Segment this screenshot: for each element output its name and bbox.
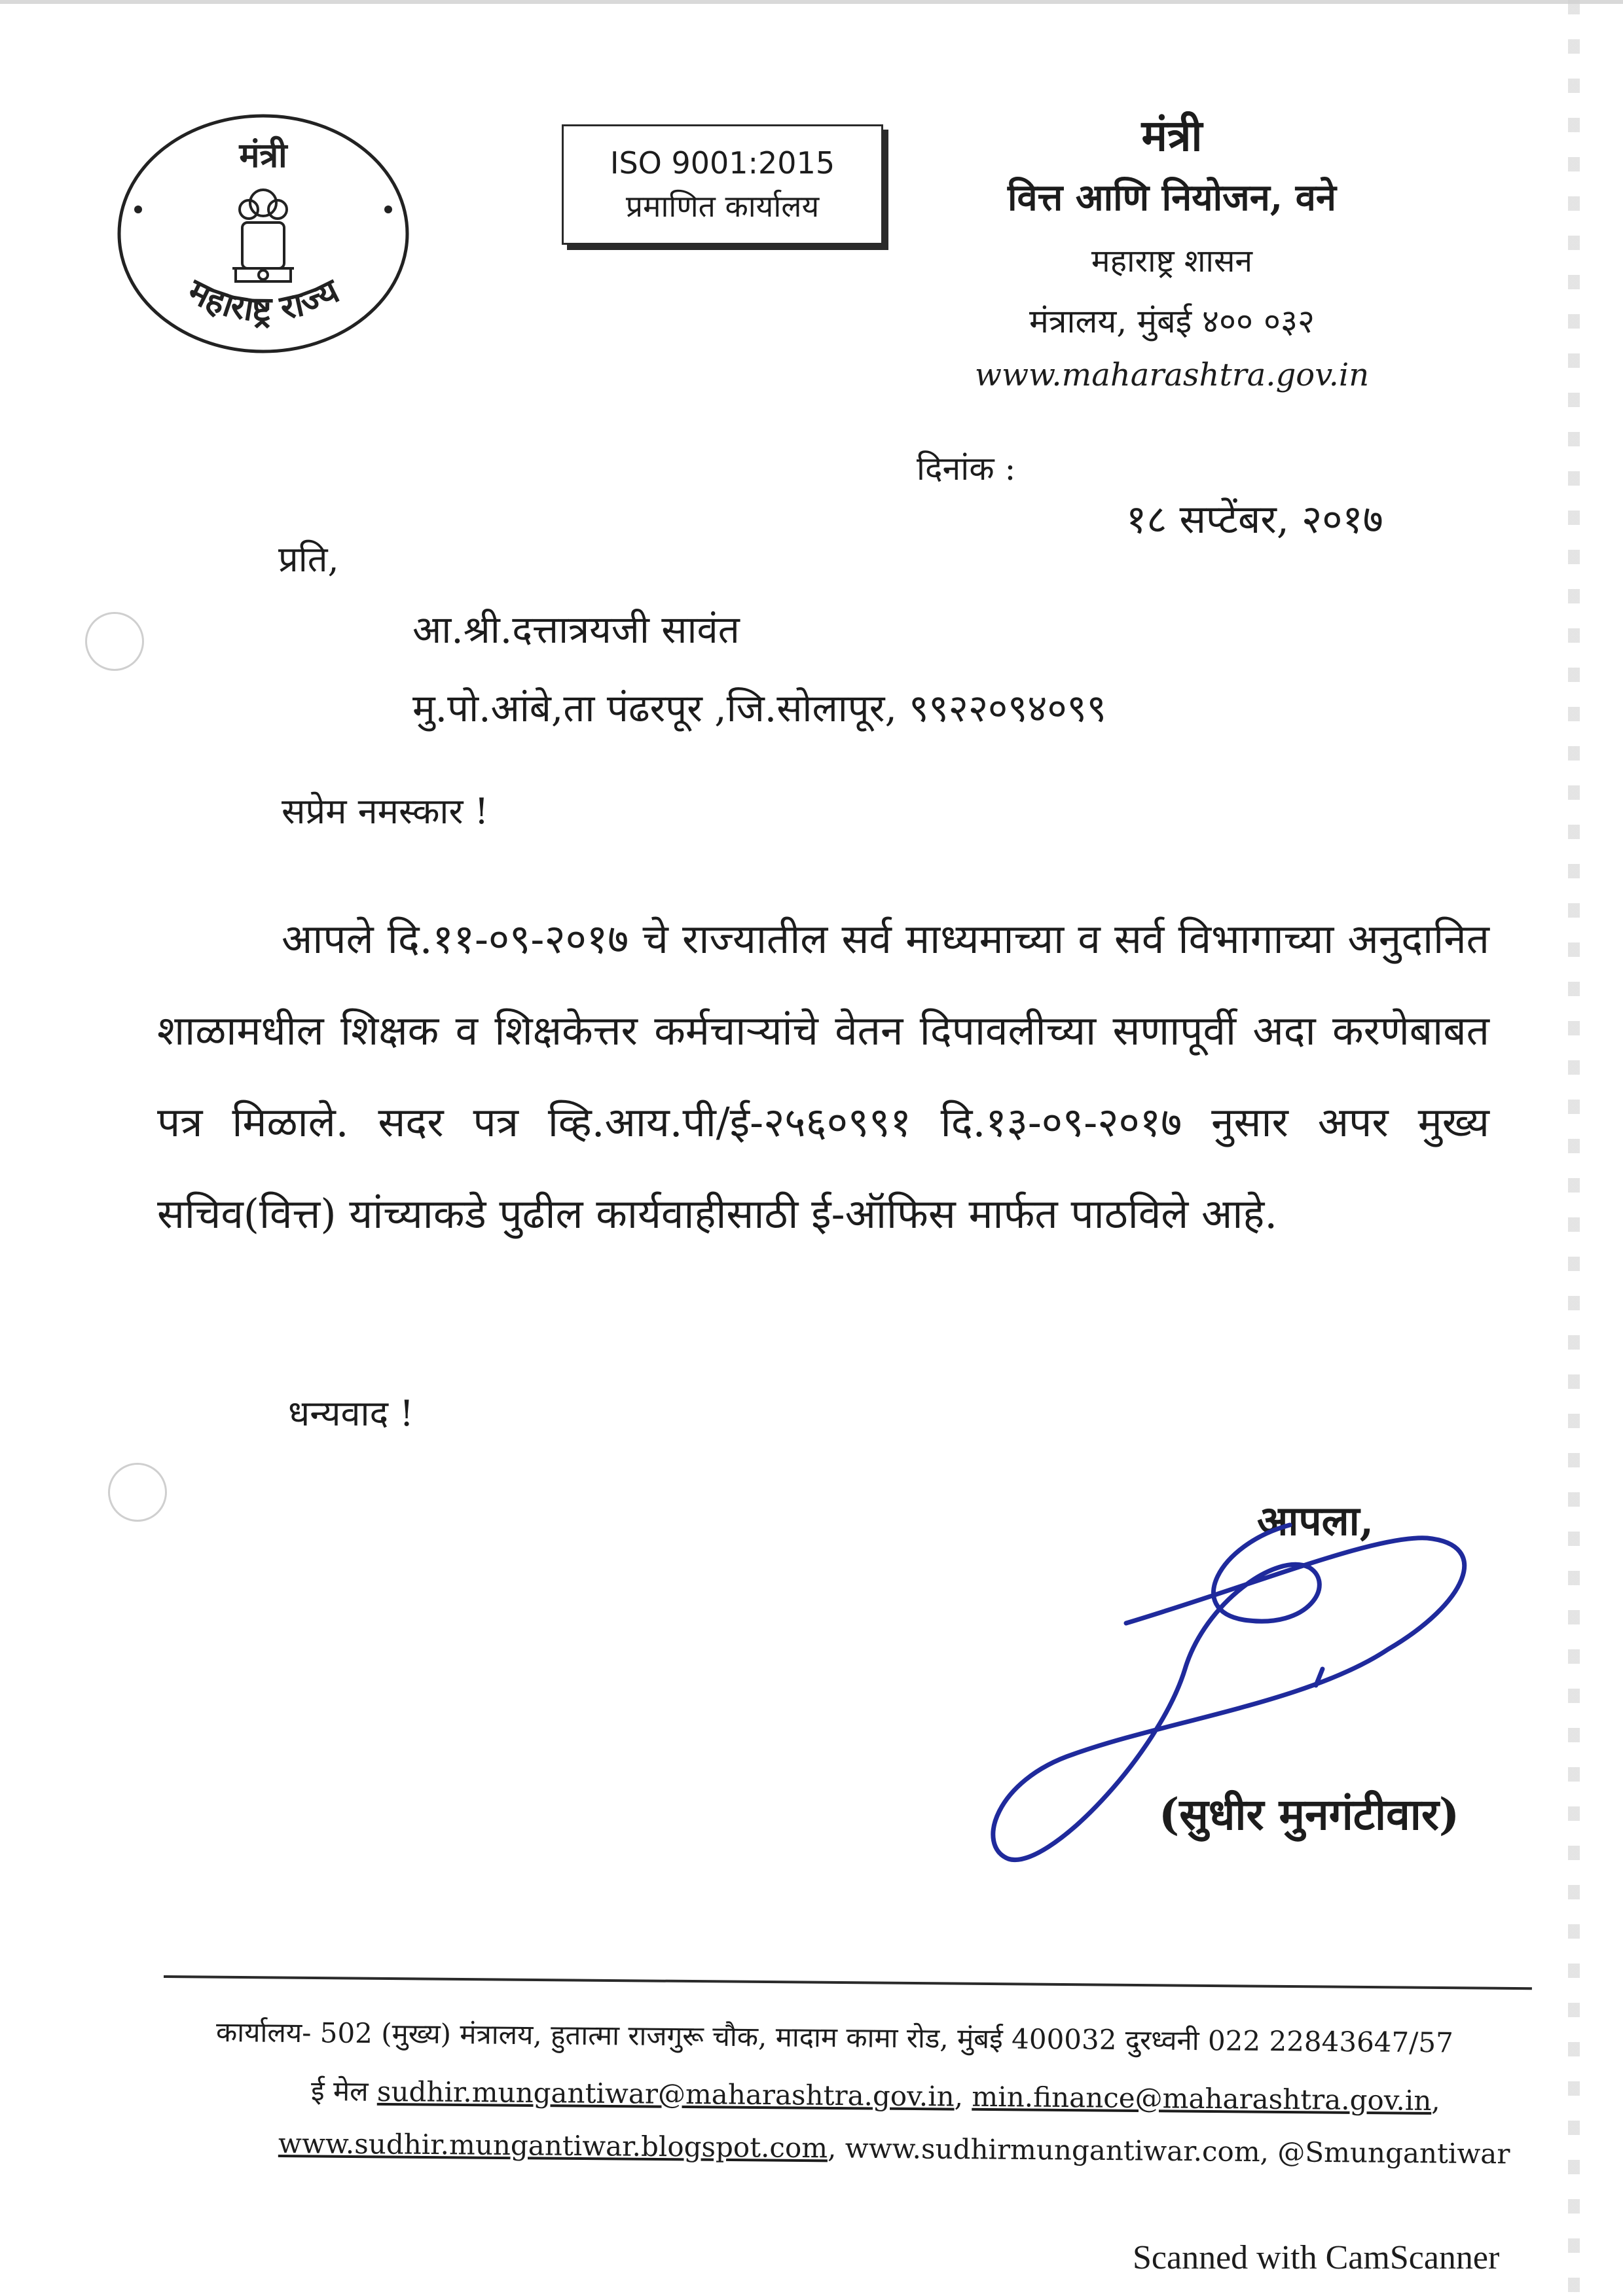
iso-certification-box — [562, 124, 883, 245]
website-link[interactable]: www.sudhirmungantiwar.com — [845, 2132, 1260, 2168]
date-label: दिनांक : — [917, 450, 1016, 488]
letterhead-title: मंत्री — [1141, 110, 1203, 161]
iso-standard: ISO 9001:2015 — [610, 145, 835, 181]
recipient-name: आ.श्री.दत्तात्रयजी सावंत — [412, 607, 740, 652]
punch-hole-upper — [85, 612, 144, 671]
email-link-primary[interactable]: sudhir.mungantiwar@maharashtra.gov.in — [376, 2075, 955, 2113]
to-label: प्रति, — [278, 539, 339, 580]
scan-top-edge — [0, 0, 1623, 4]
signatory-name: (सुधीर मुनगंटीवार) — [1159, 1789, 1460, 1840]
seal-top-text: मंत्री — [239, 136, 287, 175]
date-value: १८ सप्टेंबर, २०१७ — [1126, 497, 1383, 543]
letterhead-department: वित्त आणि नियोजन, वने — [1008, 176, 1336, 219]
footer-divider — [164, 1975, 1532, 1990]
letter-body: आपले दि.११-०९-२०१७ चे राज्यातील सर्व माध्यमाच्या व सर्व विभागाच्या अनुदानित शाळामधील शिक्षक व शिक्षकेत्तर कर्मचाऱ्यांचे वेतन दिपावलीच्या सणापूर्वी अदा करणेबाबत पत्र मिळाले. सदर पत्र व्हि.आय.पी/ई-२५६०९९१ दि.१३-०९-२०१७ नुसार अपर मुख्य सचिव(वित्त) यांच्याकडे पुढील कार्यवाहीसाठी ई-ऑफिस मार्फत पाठविले आहे. — [157, 915, 1489, 1238]
scanner-watermark: Scanned with CamScanner — [1133, 2239, 1500, 2276]
footer-emails: ई मेल sudhir.mungantiwar@maharashtra.gov.in, min.finance@maharashtra.gov.in, — [310, 2075, 1440, 2117]
scan-right-edge — [1568, 0, 1580, 2296]
social-handle[interactable]: @Smungantiwar — [1277, 2136, 1510, 2170]
letterhead-website: www.maharashtra.gov.in — [974, 357, 1370, 393]
recipient-address: मु.पो.आंबे,ता पंढरपूर ,जि.सोलापूर, ९९२२०९४०९९ — [412, 686, 1106, 730]
emblem-seal — [115, 111, 412, 357]
iso-certified-office: प्रमाणित कार्यालय — [625, 188, 820, 224]
footer-websites: www.sudhir.mungantiwar.blogspot.com, www.sudhirmungantiwar.com, @Smungantiwar — [278, 2127, 1510, 2170]
national-emblem-icon — [232, 190, 294, 281]
email-label: ई मेल — [310, 2075, 369, 2108]
greeting: सप्रेम नमस्कार ! — [282, 791, 489, 832]
letterhead-government: महाराष्ट्र शासन — [1091, 243, 1253, 279]
punch-hole-lower — [108, 1463, 167, 1522]
seal-bottom-text: महाराष्ट्र राज्य — [181, 271, 346, 330]
email-link-finance[interactable]: min.finance@maharashtra.gov.in — [972, 2080, 1432, 2117]
handwritten-signature — [969, 1505, 1532, 1911]
letterhead-address: मंत्रालय, मुंबई ४०० ०३२ — [1029, 302, 1315, 340]
footer-office-address: कार्यालय- 502 (मुख्य) मंत्रालय, हुतात्मा राजगुरू चौक, मादाम कामा रोड, मुंबई 400032 दुरध्वनी 022 22843647/57 — [215, 2016, 1454, 2059]
thanks: धन्यवाद ! — [288, 1393, 414, 1434]
closing: आपला, — [1257, 1497, 1374, 1545]
blog-link[interactable]: www.sudhir.mungantiwar.blogspot.com — [278, 2127, 828, 2164]
